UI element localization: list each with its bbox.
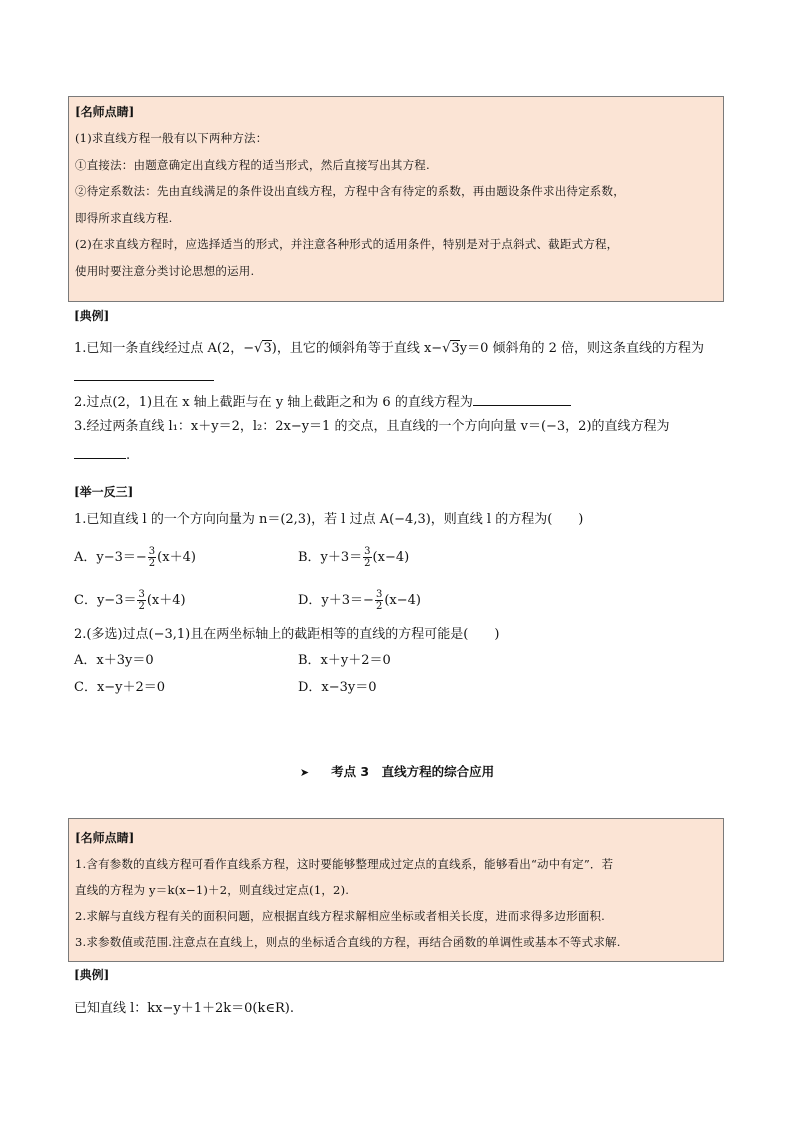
- option-d-label: D．y＋3＝−: [298, 593, 374, 608]
- tips-box-1: [68, 96, 724, 302]
- tips-line: 使用时要注意分类讨论思想的运用.: [75, 263, 255, 278]
- option-c-tail: (x＋4): [146, 593, 186, 608]
- option-d-tail: (x−4): [384, 593, 421, 608]
- option-a-label: A．y−3＝−: [74, 550, 147, 565]
- tips-line: 3.求参数值或范围.注意点在直线上，则点的坐标适合直线的方程，再结合函数的单调性或基本不等式求解.: [75, 935, 621, 949]
- q1-sqrt-2: 3: [451, 341, 460, 356]
- fraction: $\frac{3}{2}$: [148, 546, 156, 569]
- tips-line: 直线的方程为 y＝k(x−1)＋2，则直线过定点(1，2).: [75, 883, 350, 897]
- tips-line: 1.含有参数的直线方程可看作直线系方程，这时要能够整理成过定点的直线系，能够看出“动中有定”．若: [75, 857, 614, 871]
- fraction: $\frac{3}{2}$: [138, 589, 145, 612]
- q1-sqrt: 3: [263, 341, 272, 356]
- option-b-tail: (x−4): [372, 550, 410, 565]
- tips-line: (1)求直线方程一般有以下两种方法：: [75, 131, 268, 145]
- section-title: 考点 3 直线方程的综合应用: [331, 764, 495, 779]
- fraction: $\frac{3}{2}$: [375, 589, 383, 612]
- tips-line: (2)在求直线方程时，应选择适当的形式，并注意各种形式的适用条件，特别是对于点斜式、截距式方程，: [75, 237, 619, 251]
- option-b[interactable]: [298, 546, 409, 569]
- option-2b[interactable]: B．x＋y＋2＝0: [298, 653, 391, 668]
- example-header-2: [典例]: [74, 968, 110, 982]
- example-header: [典例]: [74, 309, 110, 323]
- option-b-label: B．y＋3＝: [298, 550, 363, 565]
- q1-point: A(2，−: [207, 341, 255, 356]
- tips-line: ①直接法：由题意确定出直线方程的适当形式，然后直接写出其方程.: [75, 157, 430, 172]
- arrow-bullet-icon: ➤: [299, 766, 310, 779]
- option-2d[interactable]: D．x−3y＝0: [298, 680, 377, 695]
- q1-text-a: 1.已知一条直线经过点: [74, 341, 208, 356]
- practice-question-2: 2.(多选)过点(−3,1)且在两坐标轴上的截距相等的直线的方程可能是( ): [74, 627, 500, 642]
- tips-line: 2.求解与直线方程有关的面积问题，应根据直线方程求解相应坐标或者相关长度，进而求得多边形面积.: [75, 909, 606, 923]
- q1-text-c: y＝0 倾斜角的 2 倍，则这条直线的方程为: [459, 341, 705, 356]
- tips-title: [名师点睛]: [75, 105, 135, 119]
- answer-blank-3[interactable]: [74, 444, 130, 465]
- example-question-3: 3.经过两条直线 l₁：x＋y＝2，l₂：2x−y＝1 的交点，且直线的一个方向向量 v＝(−3，2)的直线方程为: [74, 419, 670, 434]
- q3-end: .: [126, 448, 131, 463]
- fraction: $\frac{3}{2}$: [364, 546, 371, 569]
- q2-text: 2.过点(2，1)且在 x 轴上截距与在 y 轴上截距之和为 6 的直线方程为: [74, 395, 473, 410]
- option-a-tail: (x＋4): [157, 550, 196, 565]
- practice-question-1: 1.已知直线 l 的一个方向向量为 n＝(2,3)，若 l 过点 A(−4,3)，则直线 l 的方程为( ): [74, 512, 584, 527]
- tips-box-2: [68, 818, 724, 962]
- practice-header: [举一反三]: [74, 485, 134, 499]
- example2-text: 已知直线 l：kx−y＋1＋2k＝0(k∈R).: [74, 1001, 294, 1016]
- tips-line: ②待定系数法：先由直线满足的条件设出直线方程，方程中含有待定的系数，再由题设条件求出待定系数，: [75, 184, 625, 198]
- option-a[interactable]: [74, 546, 196, 569]
- option-2a[interactable]: A．x＋3y＝0: [74, 653, 154, 668]
- option-2c[interactable]: C．x−y＋2＝0: [74, 680, 166, 695]
- example-question-1: 1.已知一条直线经过点 A(2，−√3)，且它的倾斜角等于直线 x−√3y＝0 倾斜角的 2 倍，则这条直线的方程为: [74, 341, 705, 356]
- tips-line: 即得所求直线方程.: [75, 210, 173, 225]
- q1-text-b: )，且它的倾斜角等于直线 x−: [271, 341, 443, 356]
- example-question-2: [74, 391, 571, 412]
- tips-title: [名师点睛]: [75, 831, 135, 845]
- option-c-label: C．y−3＝: [74, 593, 137, 608]
- option-c[interactable]: [74, 589, 186, 612]
- answer-blank-2[interactable]: [473, 391, 571, 406]
- option-d[interactable]: [298, 589, 421, 612]
- section-heading: [0, 762, 794, 780]
- answer-blank-1[interactable]: [74, 366, 214, 387]
